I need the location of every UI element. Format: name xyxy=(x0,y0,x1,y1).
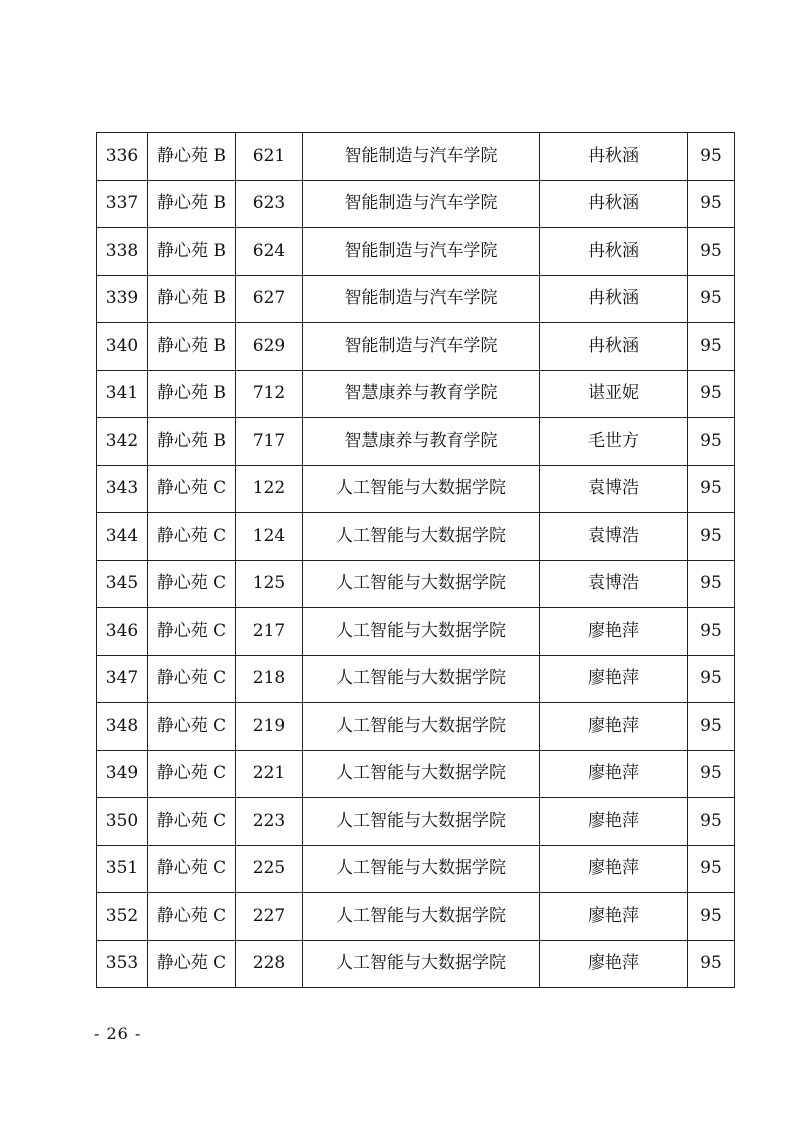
counselor-cell: 廖艳萍 xyxy=(540,608,688,656)
table-row xyxy=(97,323,735,371)
score-cell: 95 xyxy=(688,798,735,846)
college-cell: 智能制造与汽车学院 xyxy=(303,275,540,323)
table-row xyxy=(97,418,735,466)
row-index-cell: 338 xyxy=(97,228,148,276)
score-cell: 95 xyxy=(688,513,735,561)
room-cell: 228 xyxy=(236,940,303,988)
score-cell: 95 xyxy=(688,133,735,181)
table-row xyxy=(97,465,735,513)
building-cell: 静心苑 C xyxy=(148,750,236,798)
college-cell: 人工智能与大数据学院 xyxy=(303,703,540,751)
counselor-cell: 冉秋涵 xyxy=(540,323,688,371)
score-cell: 95 xyxy=(688,228,735,276)
building-cell: 静心苑 C xyxy=(148,655,236,703)
counselor-cell: 廖艳萍 xyxy=(540,798,688,846)
table-row xyxy=(97,798,735,846)
table-row xyxy=(97,560,735,608)
score-cell: 95 xyxy=(688,750,735,798)
table-row xyxy=(97,228,735,276)
room-cell: 623 xyxy=(236,180,303,228)
counselor-cell: 谌亚妮 xyxy=(540,370,688,418)
dormitory-score-table xyxy=(96,132,735,988)
building-cell: 静心苑 B xyxy=(148,370,236,418)
room-cell: 624 xyxy=(236,228,303,276)
row-index-cell: 345 xyxy=(97,560,148,608)
row-index-cell: 341 xyxy=(97,370,148,418)
score-cell: 95 xyxy=(688,893,735,941)
college-cell: 人工智能与大数据学院 xyxy=(303,465,540,513)
college-cell: 智能制造与汽车学院 xyxy=(303,323,540,371)
row-index-cell: 340 xyxy=(97,323,148,371)
table-row xyxy=(97,608,735,656)
college-cell: 人工智能与大数据学院 xyxy=(303,845,540,893)
row-index-cell: 346 xyxy=(97,608,148,656)
row-index-cell: 353 xyxy=(97,940,148,988)
row-index-cell: 347 xyxy=(97,655,148,703)
building-cell: 静心苑 C xyxy=(148,893,236,941)
college-cell: 人工智能与大数据学院 xyxy=(303,893,540,941)
building-cell: 静心苑 B xyxy=(148,418,236,466)
building-cell: 静心苑 B xyxy=(148,323,236,371)
counselor-cell: 廖艳萍 xyxy=(540,893,688,941)
college-cell: 智能制造与汽车学院 xyxy=(303,133,540,181)
counselor-cell: 廖艳萍 xyxy=(540,655,688,703)
score-cell: 95 xyxy=(688,940,735,988)
row-index-cell: 352 xyxy=(97,893,148,941)
room-cell: 717 xyxy=(236,418,303,466)
row-index-cell: 344 xyxy=(97,513,148,561)
room-cell: 621 xyxy=(236,133,303,181)
score-cell: 95 xyxy=(688,180,735,228)
table-row xyxy=(97,275,735,323)
building-cell: 静心苑 B xyxy=(148,228,236,276)
row-index-cell: 337 xyxy=(97,180,148,228)
building-cell: 静心苑 C xyxy=(148,513,236,561)
page-number: - 26 - xyxy=(94,1024,142,1043)
room-cell: 122 xyxy=(236,465,303,513)
counselor-cell: 廖艳萍 xyxy=(540,750,688,798)
room-cell: 223 xyxy=(236,798,303,846)
counselor-cell: 廖艳萍 xyxy=(540,845,688,893)
score-cell: 95 xyxy=(688,275,735,323)
table-row xyxy=(97,655,735,703)
score-cell: 95 xyxy=(688,323,735,371)
table-row xyxy=(97,370,735,418)
table-row xyxy=(97,180,735,228)
building-cell: 静心苑 C xyxy=(148,608,236,656)
college-cell: 人工智能与大数据学院 xyxy=(303,513,540,561)
row-index-cell: 343 xyxy=(97,465,148,513)
score-cell: 95 xyxy=(688,845,735,893)
building-cell: 静心苑 C xyxy=(148,798,236,846)
counselor-cell: 袁博浩 xyxy=(540,513,688,561)
building-cell: 静心苑 C xyxy=(148,560,236,608)
room-cell: 225 xyxy=(236,845,303,893)
building-cell: 静心苑 C xyxy=(148,465,236,513)
counselor-cell: 冉秋涵 xyxy=(540,228,688,276)
college-cell: 人工智能与大数据学院 xyxy=(303,798,540,846)
table-row xyxy=(97,513,735,561)
table-row xyxy=(97,845,735,893)
counselor-cell: 袁博浩 xyxy=(540,465,688,513)
building-cell: 静心苑 C xyxy=(148,845,236,893)
room-cell: 218 xyxy=(236,655,303,703)
table-row xyxy=(97,750,735,798)
building-cell: 静心苑 C xyxy=(148,703,236,751)
building-cell: 静心苑 B xyxy=(148,275,236,323)
room-cell: 629 xyxy=(236,323,303,371)
room-cell: 219 xyxy=(236,703,303,751)
college-cell: 人工智能与大数据学院 xyxy=(303,560,540,608)
score-cell: 95 xyxy=(688,608,735,656)
college-cell: 智慧康养与教育学院 xyxy=(303,418,540,466)
building-cell: 静心苑 B xyxy=(148,180,236,228)
building-cell: 静心苑 B xyxy=(148,133,236,181)
college-cell: 人工智能与大数据学院 xyxy=(303,750,540,798)
building-cell: 静心苑 C xyxy=(148,940,236,988)
score-cell: 95 xyxy=(688,703,735,751)
room-cell: 221 xyxy=(236,750,303,798)
college-cell: 人工智能与大数据学院 xyxy=(303,655,540,703)
row-index-cell: 348 xyxy=(97,703,148,751)
row-index-cell: 351 xyxy=(97,845,148,893)
counselor-cell: 廖艳萍 xyxy=(540,703,688,751)
college-cell: 智慧康养与教育学院 xyxy=(303,370,540,418)
row-index-cell: 342 xyxy=(97,418,148,466)
college-cell: 智能制造与汽车学院 xyxy=(303,180,540,228)
college-cell: 智能制造与汽车学院 xyxy=(303,228,540,276)
room-cell: 627 xyxy=(236,275,303,323)
table-row xyxy=(97,940,735,988)
score-cell: 95 xyxy=(688,560,735,608)
row-index-cell: 349 xyxy=(97,750,148,798)
counselor-cell: 冉秋涵 xyxy=(540,275,688,323)
table-body xyxy=(97,133,735,988)
table-row xyxy=(97,893,735,941)
counselor-cell: 冉秋涵 xyxy=(540,133,688,181)
college-cell: 人工智能与大数据学院 xyxy=(303,608,540,656)
score-cell: 95 xyxy=(688,370,735,418)
counselor-cell: 廖艳萍 xyxy=(540,940,688,988)
counselor-cell: 袁博浩 xyxy=(540,560,688,608)
score-cell: 95 xyxy=(688,465,735,513)
score-cell: 95 xyxy=(688,418,735,466)
room-cell: 125 xyxy=(236,560,303,608)
counselor-cell: 冉秋涵 xyxy=(540,180,688,228)
college-cell: 人工智能与大数据学院 xyxy=(303,940,540,988)
room-cell: 124 xyxy=(236,513,303,561)
room-cell: 227 xyxy=(236,893,303,941)
row-index-cell: 336 xyxy=(97,133,148,181)
room-cell: 712 xyxy=(236,370,303,418)
score-cell: 95 xyxy=(688,655,735,703)
row-index-cell: 350 xyxy=(97,798,148,846)
table-row xyxy=(97,703,735,751)
counselor-cell: 毛世方 xyxy=(540,418,688,466)
table-row xyxy=(97,133,735,181)
room-cell: 217 xyxy=(236,608,303,656)
row-index-cell: 339 xyxy=(97,275,148,323)
